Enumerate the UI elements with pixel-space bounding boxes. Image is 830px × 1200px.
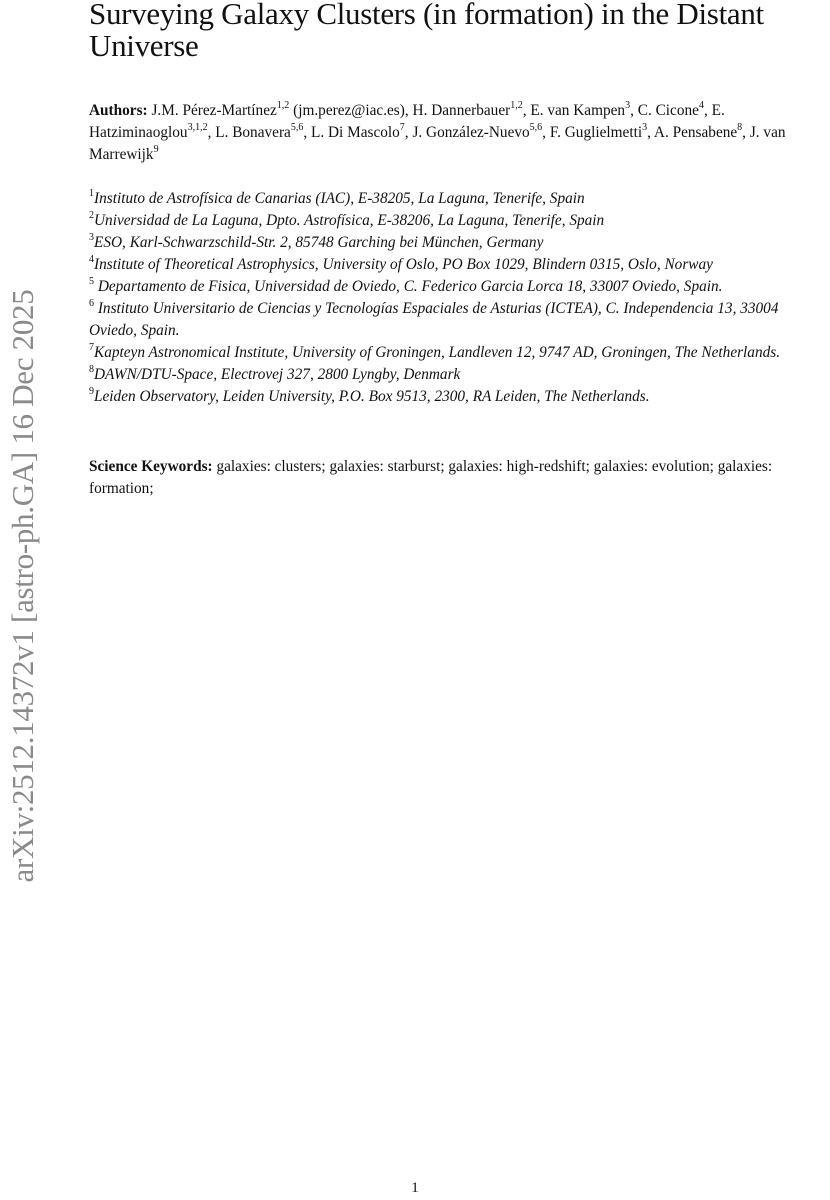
author-affiliation-marker: 1,2 <box>510 99 523 111</box>
affiliation-text: Instituto Universitario de Ciencias y Tecnologías Espaciales de Asturias (ICTEA), C. Independencia 13, 33004 Oviedo, Spain. <box>89 300 779 339</box>
affiliation-item <box>89 232 824 254</box>
affiliation-number: 1 <box>89 187 94 199</box>
affiliation-number: 2 <box>89 209 94 221</box>
affiliation-item <box>89 386 824 408</box>
page-number: 1 <box>411 1180 419 1196</box>
affiliation-number: 5 <box>89 275 94 287</box>
affiliation-item <box>89 276 824 298</box>
author-name: A. Pensabene <box>653 124 738 141</box>
affiliation-text: Leiden Observatory, Leiden University, P.O. Box 9513, 2300, RA Leiden, The Netherlands. <box>94 388 650 405</box>
affiliation-number: 7 <box>89 341 94 353</box>
author-affiliation-marker: 1,2 <box>276 99 290 111</box>
author-name: E. van Kampen <box>530 102 626 119</box>
author-email[interactable]: (jm.perez@iac.es) <box>289 102 405 119</box>
paper-title: Surveying Galaxy Clusters (in formation) in the Distant Universe <box>89 0 764 63</box>
keywords-label: Science Keywords: <box>89 458 213 475</box>
author-name: C. Cicone <box>637 102 699 119</box>
affiliation-item <box>89 210 824 232</box>
affiliation-item <box>89 298 824 342</box>
affiliation-text: Universidad de La Laguna, Dpto. Astrofísica, E-38206, La Laguna, Tenerife, Spain <box>94 212 605 229</box>
affiliation-item <box>89 188 824 210</box>
keywords-text: galaxies: clusters; galaxies: starburst; galaxies: high-redshift; galaxies: evolution; galaxies: formation; <box>89 458 773 497</box>
author-affiliation-marker: 3,1,2 <box>187 121 208 133</box>
author-name: J. van Marrewijk <box>89 124 786 163</box>
author-affiliation-marker: 3 <box>625 99 631 111</box>
affiliation-item <box>89 364 824 386</box>
author-affiliation-marker: 3 <box>642 121 648 133</box>
affiliation-text: ESO, Karl-Schwarzschild-Str. 2, 85748 Garching bei München, Germany <box>94 234 544 251</box>
author-affiliation-marker: 8 <box>737 121 743 133</box>
affiliation-number: 8 <box>89 363 94 375</box>
science-keywords <box>89 456 824 500</box>
affiliation-text: Institute of Theoretical Astrophysics, University of Oslo, PO Box 1029, Blindern 0315, Oslo, Norway <box>94 256 713 273</box>
affiliation-text: DAWN/DTU-Space, Electrovej 327, 2800 Lyngby, Denmark <box>94 366 461 383</box>
affiliation-number: 4 <box>89 253 94 265</box>
affiliation-number: 6 <box>89 297 94 309</box>
author-name: L. Di Mascolo <box>310 124 400 141</box>
authors-label: Authors: <box>89 102 148 119</box>
author-affiliation-marker: 4 <box>698 99 704 111</box>
author-affiliation-marker: 9 <box>153 143 159 155</box>
affiliation-item <box>89 342 824 364</box>
author-affiliation-marker: 7 <box>399 121 405 133</box>
affiliation-text: Kapteyn Astronomical Institute, University of Groningen, Landleven 12, 9747 AD, Groningen, The Netherlands. <box>94 344 781 361</box>
affiliation-text: Departamento de Fisica, Universidad de Oviedo, C. Federico Garcia Lorca 18, 33007 Oviedo, Spain. <box>94 278 723 295</box>
author-name: J.M. Pérez-Martínez <box>151 102 277 119</box>
author-name: E. Hatziminaoglou <box>89 102 725 141</box>
affiliation-number: 9 <box>89 385 94 397</box>
affiliation-item <box>89 254 824 276</box>
author-name: H. Dannerbauer <box>412 102 511 119</box>
author-list: J.M. Pérez-Martínez$^{1,2}$ (jm.perez@iac.es), H. Dannerbauer$^{1,2}$, E. van Kampen$^3$, C. Cicone$^4$, E. Hatziminaoglou$^{3,1,2}$, L. Bonavera$^{5,6}$, L. Di Mascolo$^7$, J. González-Nuevo$^{5,6}$, F. Guglielmetti$^3$, A. Pensabene$^8$, J. van Marrewijk$^9$ <box>89 99 786 163</box>
author-name: J. González-Nuevo <box>412 124 530 141</box>
affiliation-text: Instituto de Astrofísica de Canarias (IAC), E-38205, La Laguna, Tenerife, Spain <box>94 190 585 207</box>
author-name: F. Guglielmetti <box>549 124 643 141</box>
author-affiliation-marker: 5,6 <box>529 121 543 133</box>
author-affiliation-marker: 5,6 <box>290 121 304 133</box>
affiliation-number: 3 <box>89 231 94 243</box>
arxiv-identifier-stamp: arXiv:2512.14372v1 [astro-ph.GA] 16 Dec 2025 <box>5 289 40 883</box>
author-name: L. Bonavera <box>215 124 291 141</box>
authors-block <box>89 100 819 166</box>
affiliations-list <box>89 188 824 408</box>
